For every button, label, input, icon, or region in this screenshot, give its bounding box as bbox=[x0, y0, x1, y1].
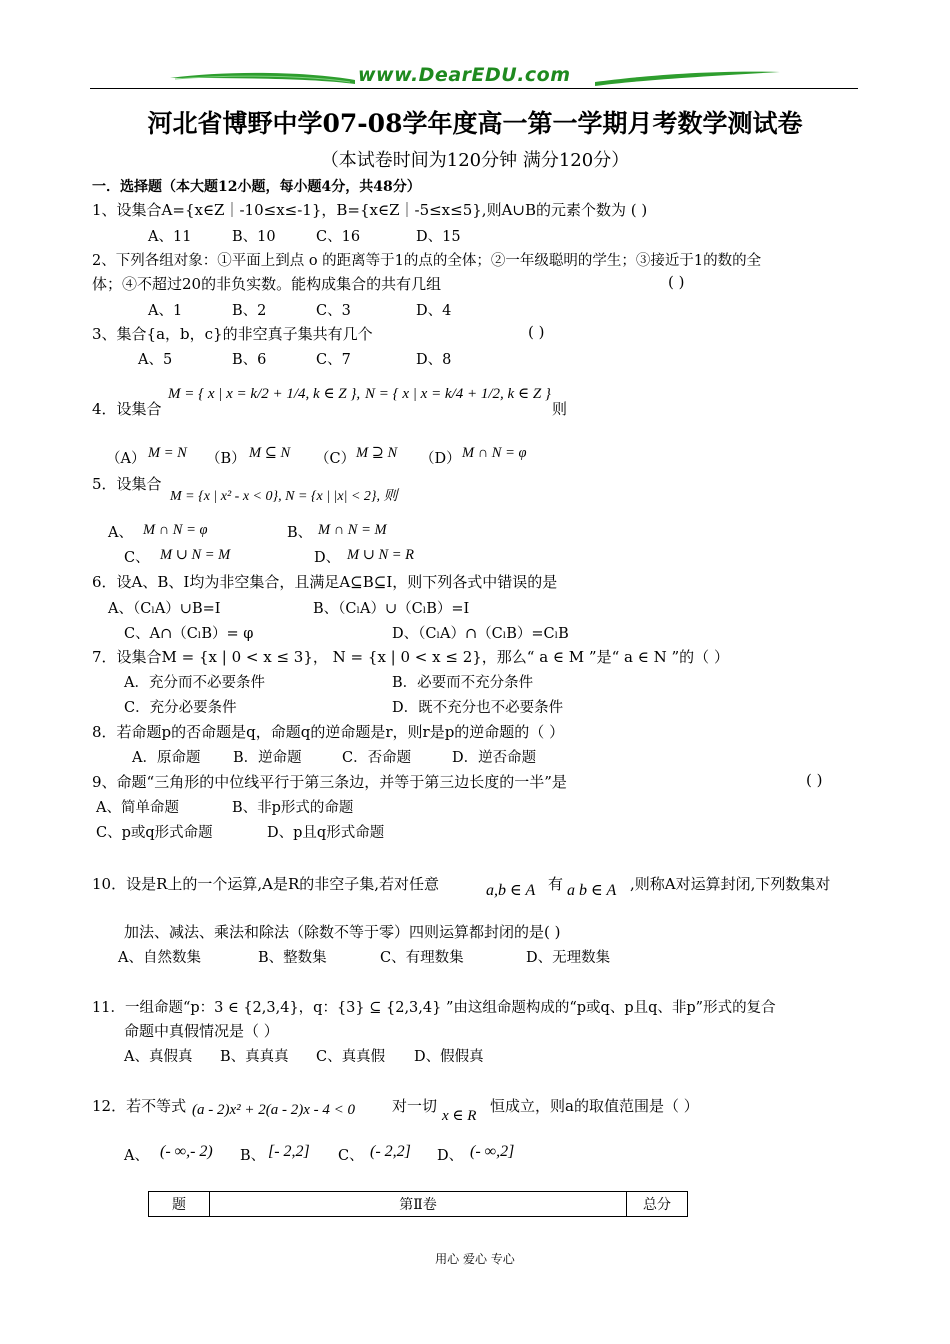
q11-line1: 11．一组命题“p：3 ∈ {2,3,4}，q：{3} ⊆ {2,3,4} ”由这组命题构成的“p或q、p且q、非p”形式的复合 bbox=[92, 1000, 776, 1016]
q9-opt-d: D、p且q形式命题 bbox=[267, 825, 385, 841]
q1-stem: 1、设集合A={x∈Z｜-10≤x≤-1}，B={x∈Z｜-5≤x≤5},则A∪B的元素个数为 ( ) bbox=[92, 201, 648, 219]
q4-opt-a: M = N bbox=[148, 445, 187, 461]
q2-opt-a: A、1 bbox=[148, 303, 183, 319]
q10-math-2: a b ∈ A bbox=[567, 882, 617, 899]
q4-set-n: N = { x | x = k/4 + 1/2, k ∈ Z } bbox=[365, 386, 551, 402]
q10-line1a: 10．设是R上的一个运算,A是R的非空子集,若对任意 bbox=[92, 875, 440, 893]
q9-bracket: ( ) bbox=[806, 771, 823, 789]
q4-opt-d: M ∩ N = φ bbox=[462, 445, 527, 461]
q1-opt-a: A、11 bbox=[148, 229, 192, 245]
q7-opt-d: D．既不充分也不必要条件 bbox=[392, 700, 564, 716]
q12-opt-a-label: A、 bbox=[124, 1148, 149, 1164]
q4-opt-b: M ⊆ N bbox=[249, 445, 291, 461]
q12-text-b: 对一切 bbox=[392, 1097, 438, 1115]
page-title: 河北省博野中学07-08学年度高一第一学期月考数学测试卷 bbox=[147, 109, 803, 138]
q10-opt-b: B、整数集 bbox=[258, 950, 327, 966]
q4-label: 4．设集合 bbox=[92, 400, 162, 418]
score-table bbox=[148, 1191, 688, 1217]
q11-opt-b: B、真真真 bbox=[220, 1049, 289, 1065]
page-subtitle: （本试卷时间为120分钟 满分120分） bbox=[320, 150, 630, 171]
q8-opt-b: B．逆命题 bbox=[233, 750, 302, 766]
q8-opt-a: A．原命题 bbox=[132, 750, 201, 766]
q5-opt-d-label: D、 bbox=[314, 550, 341, 566]
header-rule bbox=[90, 88, 858, 89]
q8-stem: 8．若命题p的否命题是q，命题q的逆命题是r，则r是p的逆命题的（ ） bbox=[92, 723, 565, 741]
page-footer: 用心 爱心 专心 bbox=[435, 1252, 515, 1266]
q2-line1: 2、下列各组对象：①平面上到点 o 的距离等于1的点的全体；②一年级聪明的学生；③接近于1的数的全 bbox=[92, 253, 762, 269]
q7-opt-c: C．充分必要条件 bbox=[124, 700, 237, 716]
q3-opt-a: A、5 bbox=[138, 352, 173, 368]
section-heading: 一．选择题（本大题12小题，每小题4分，共48分） bbox=[92, 179, 421, 195]
q10-opt-c: C、有理数集 bbox=[380, 950, 464, 966]
q5-opt-d: M ∪ N = R bbox=[347, 547, 415, 563]
q9-stem: 9、命题“三角形的中位线平行于第三条边，并等于第三边长度的一半”是 bbox=[92, 773, 567, 791]
q10-line2: 加法、减法、乘法和除法（除数不等于零）四则运算都封闭的是( ) bbox=[124, 923, 561, 941]
q11-opt-d: D、假假真 bbox=[414, 1049, 484, 1065]
q5-label: 5．设集合 bbox=[92, 475, 162, 493]
site-url: www.DearEDU.com bbox=[358, 64, 571, 86]
q6-opt-c: C、A∩（CₗB）= φ bbox=[124, 626, 254, 642]
q10-math-1: a,b ∈ A bbox=[486, 882, 536, 899]
q3-opt-b: B、6 bbox=[232, 352, 267, 368]
q1-opt-b: B、10 bbox=[232, 229, 276, 245]
q3-bracket: ( ) bbox=[528, 323, 545, 341]
q9-opt-c: C、p或q形式命题 bbox=[96, 825, 213, 841]
q8-opt-d: D．逆否命题 bbox=[452, 750, 537, 766]
score-col-part2: 第Ⅱ卷 bbox=[210, 1192, 627, 1217]
q12-opt-c: (- 2,2] bbox=[370, 1143, 411, 1160]
q6-opt-a: A、（CₗA）∪B=I bbox=[108, 601, 221, 617]
q4-opt-c: M ⊇ N bbox=[356, 445, 398, 461]
q5-opt-c-label: C、 bbox=[124, 550, 150, 566]
q5-opt-a-label: A、 bbox=[108, 525, 133, 541]
q2-opt-d: D、4 bbox=[416, 303, 452, 319]
q10-line1b: 有 bbox=[548, 875, 564, 893]
q12-inequality: (a - 2)x² + 2(a - 2)x - 4 < 0 bbox=[192, 1102, 356, 1118]
q2-line2: 体；④不超过20的非负实数。能构成集合的共有几组 bbox=[92, 275, 442, 293]
q12-opt-d-label: D、 bbox=[437, 1148, 464, 1164]
q12-opt-a: (- ∞,- 2) bbox=[160, 1143, 213, 1160]
q12-text-c: 恒成立，则a的取值范围是（ ） bbox=[490, 1097, 699, 1115]
q1-opt-c: C、16 bbox=[316, 229, 361, 245]
q2-opt-c: C、3 bbox=[316, 303, 351, 319]
q10-line1c: ,则称A对运算封闭,下列数集对 bbox=[630, 875, 831, 893]
q5-expr: M = {x | x² - x < 0}, N = {x | |x| < 2}, 则 bbox=[170, 489, 398, 504]
q11-opt-c: C、真真假 bbox=[316, 1049, 386, 1065]
q6-stem: 6．设A、B、I均为非空集合，且满足A⊆B⊆I，则下列各式中错误的是 bbox=[92, 573, 558, 591]
q2-bracket: ( ) bbox=[668, 273, 685, 291]
q4-tail: 则 bbox=[552, 400, 568, 418]
q7-opt-a: A．充分而不必要条件 bbox=[124, 675, 265, 691]
score-col-total: 总分 bbox=[627, 1192, 688, 1217]
q4-opt-c-label: （C） bbox=[315, 451, 356, 467]
q4-opt-d-label: （D） bbox=[420, 451, 461, 467]
q10-opt-d: D、无理数集 bbox=[526, 950, 611, 966]
q11-line2: 命题中真假情况是（ ） bbox=[124, 1022, 279, 1040]
q11-opt-a: A、真假真 bbox=[124, 1049, 193, 1065]
q7-stem: 7．设集合M = {x | 0 < x ≤ 3}， N = {x | 0 < x ≤ 2}，那么“ a ∈ M ”是“ a ∈ N ”的（ ） bbox=[92, 648, 729, 666]
q3-opt-d: D、8 bbox=[416, 352, 452, 368]
q12-opt-d: (- ∞,2] bbox=[470, 1143, 515, 1160]
q1-opt-d: D、15 bbox=[416, 229, 461, 245]
q12-domain: x ∈ R bbox=[442, 1108, 477, 1124]
q4-opt-b-label: （B） bbox=[206, 451, 246, 467]
q12-opt-b: [- 2,2] bbox=[268, 1143, 310, 1160]
q12-text-a: 12．若不等式 bbox=[92, 1097, 187, 1115]
q9-opt-b: B、非p形式的命题 bbox=[232, 800, 354, 816]
q3-opt-c: C、7 bbox=[316, 352, 351, 368]
q6-opt-b: B、（CₗA）∪（CₗB）=I bbox=[313, 601, 470, 617]
q5-opt-b-label: B、 bbox=[287, 525, 313, 541]
q3-stem: 3、集合{a，b，c}的非空真子集共有几个 bbox=[92, 325, 373, 343]
q12-opt-c-label: C、 bbox=[338, 1148, 364, 1164]
q8-opt-c: C．否命题 bbox=[342, 750, 412, 766]
q6-opt-d: D、（CₗA）∩（CₗB）=CₗB bbox=[392, 626, 569, 642]
q4-opt-a-label: （A） bbox=[106, 451, 146, 467]
q5-opt-b: M ∩ N = M bbox=[318, 522, 387, 538]
q2-opt-b: B、2 bbox=[232, 303, 267, 319]
q10-opt-a: A、自然数集 bbox=[118, 950, 201, 966]
q12-opt-b-label: B、 bbox=[240, 1148, 266, 1164]
q7-opt-b: B．必要而不充分条件 bbox=[392, 675, 534, 691]
q9-opt-a: A、简单命题 bbox=[96, 800, 179, 816]
table-row bbox=[149, 1192, 688, 1217]
score-col-question: 题 bbox=[149, 1192, 210, 1217]
q5-opt-a: M ∩ N = φ bbox=[143, 522, 208, 538]
q5-opt-c: M ∪ N = M bbox=[160, 547, 231, 563]
q4-set-m: M = { x | x = k/2 + 1/4, k ∈ Z }, bbox=[168, 386, 361, 402]
